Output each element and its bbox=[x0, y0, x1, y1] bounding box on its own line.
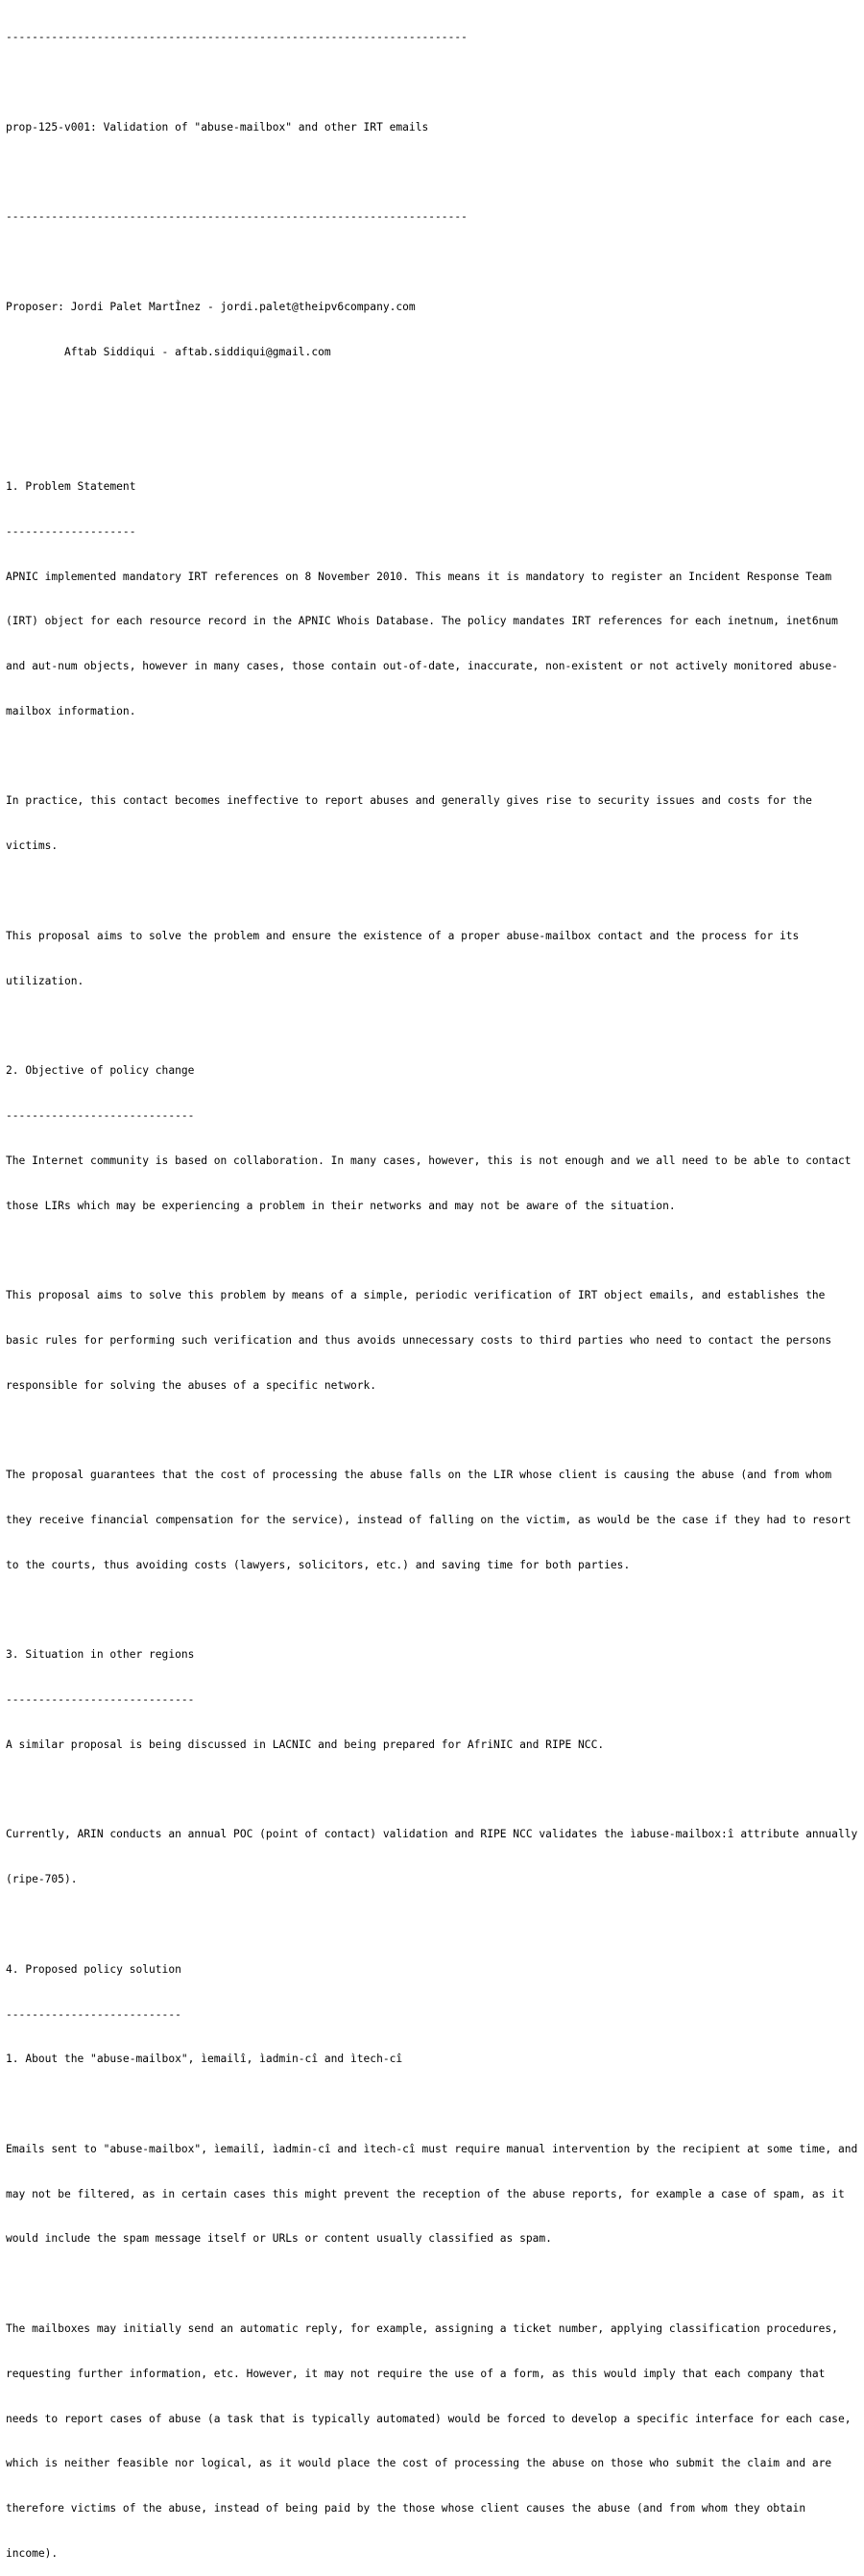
heading-underline: -------------------- bbox=[6, 524, 136, 538]
paragraph-line: basic rules for performing such verification and thus avoids unnecessary costs to third parties who need to contact the persons bbox=[6, 1333, 832, 1347]
proposer-line: Proposer: Jordi Palet MartÌnez - jordi.palet@theipv6company.com bbox=[6, 300, 416, 313]
subsection-heading: 1. About the "abuse-mailbox", ìemailî, ìadmin-cî and ìtech-cî bbox=[6, 2053, 403, 2066]
blank-line bbox=[6, 434, 860, 450]
paragraph-line: those LIRs which may be experiencing a problem in their networks and may not be aware of the situation. bbox=[6, 1199, 676, 1212]
paragraph-line: A similar proposal is being discussed in LACNIC and being prepared for AfriNIC and RIPE NCC. bbox=[6, 1738, 605, 1751]
paragraph-line: mailbox information. bbox=[6, 704, 136, 717]
blank-line bbox=[6, 884, 860, 899]
paragraph-line: (IRT) object for each resource record in the APNIC Whois Database. The policy mandates IRT references for each inetnum, inet6num bbox=[6, 615, 838, 628]
blank-line bbox=[6, 1783, 860, 1798]
separator-line: ----------------------------------------------------------------------- bbox=[6, 210, 468, 224]
paragraph-line: The Internet community is based on collaboration. In many cases, however, this is not enough and we all need to be able to contact bbox=[6, 1154, 852, 1167]
blank-line bbox=[6, 1018, 860, 1033]
paragraph-line: The mailboxes may initially send an automatic reply, for example, assigning a ticket number, applying classification procedures, bbox=[6, 2322, 838, 2336]
heading-underline: --------------------------- bbox=[6, 2007, 181, 2021]
paragraph-line: to the courts, thus avoiding costs (lawyers, solicitors, etc.) and saving time for both parties. bbox=[6, 1558, 631, 1571]
blank-line bbox=[6, 255, 860, 270]
paragraph-line: Emails sent to "abuse-mailbox", ìemailî, ìadmin-cî and ìtech-cî must require manual intervention by the recipient at some time, and bbox=[6, 2142, 858, 2155]
document-title: prop-125-v001: Validation of "abuse-mailbox" and other IRT emails bbox=[6, 120, 429, 134]
section-heading: 4. Proposed policy solution bbox=[6, 1962, 181, 1976]
paragraph-line: (ripe-705). bbox=[6, 1873, 78, 1886]
paragraph-line: utilization. bbox=[6, 974, 84, 987]
blank-line bbox=[6, 389, 860, 404]
section-heading: 3. Situation in other regions bbox=[6, 1648, 195, 1662]
blank-line bbox=[6, 749, 860, 765]
blank-line bbox=[6, 165, 860, 181]
blank-line bbox=[6, 75, 860, 90]
blank-line bbox=[6, 1917, 860, 1932]
paragraph-line: responsible for solving the abuses of a specific network. bbox=[6, 1378, 377, 1392]
blank-line bbox=[6, 1243, 860, 1258]
paragraph-line: they receive financial compensation for the service), instead of falling on the victim, as would be the case if they had to resort bbox=[6, 1513, 852, 1526]
proposer-line: Aftab Siddiqui - aftab.siddiqui@gmail.com bbox=[6, 345, 331, 358]
paragraph-line: which is neither feasible nor logical, as it would place the cost of processing the abuse on those who submit the claim and are bbox=[6, 2457, 832, 2470]
paragraph-line: may not be filtered, as in certain cases this might prevent the reception of the abuse reports, for example a case of spam, as it bbox=[6, 2187, 845, 2200]
paragraph-line: This proposal aims to solve this problem by means of a simple, periodic verification of IRT object emails, and establishes the bbox=[6, 1289, 826, 1302]
paragraph-line: requesting further information, etc. However, it may not require the use of a form, as this would imply that each company that bbox=[6, 2367, 826, 2380]
section-heading: 1. Problem Statement bbox=[6, 480, 136, 493]
heading-underline: ----------------------------- bbox=[6, 1693, 195, 1707]
document-body bbox=[6, 0, 860, 2576]
blank-line bbox=[6, 1422, 860, 1438]
heading-underline: ----------------------------- bbox=[6, 1108, 195, 1122]
paragraph-line: victims. bbox=[6, 839, 59, 853]
section-heading: 2. Objective of policy change bbox=[6, 1064, 195, 1078]
paragraph-line: and aut-num objects, however in many cases, those contain out-of-date, inaccurate, non-existent or not actively monitored abuse- bbox=[6, 660, 838, 673]
blank-line bbox=[6, 1603, 860, 1618]
separator-line: ----------------------------------------------------------------------- bbox=[6, 31, 468, 44]
paragraph-line: This proposal aims to solve the problem and ensure the existence of a proper abuse-mailbox contact and the process for its bbox=[6, 929, 800, 942]
paragraph-line: would include the spam message itself or URLs or content usually classified as spam. bbox=[6, 2232, 552, 2246]
paragraph-line: Currently, ARIN conducts an annual POC (point of contact) validation and RIPE NCC validates the ìabuse-mailbox:î attribute annually bbox=[6, 1828, 858, 1841]
blank-line bbox=[6, 2097, 860, 2112]
paragraph-line: APNIC implemented mandatory IRT references on 8 November 2010. This means it is mandatory to register an Incident Response Team bbox=[6, 570, 832, 583]
paragraph-line: income). bbox=[6, 2546, 59, 2560]
paragraph-line: needs to report cases of abuse (a task that is typically automated) would be forced to develop a specific interface for each case, bbox=[6, 2412, 852, 2425]
paragraph-line: In practice, this contact becomes ineffective to report abuses and generally gives rise to security issues and costs for the bbox=[6, 794, 812, 808]
paragraph-line: therefore victims of the abuse, instead of being paid by the those whose client causes the abuse (and from whom they obtain bbox=[6, 2502, 806, 2515]
paragraph-line: The proposal guarantees that the cost of processing the abuse falls on the LIR whose client is causing the abuse (and from whom bbox=[6, 1469, 832, 1482]
blank-line bbox=[6, 2276, 860, 2292]
